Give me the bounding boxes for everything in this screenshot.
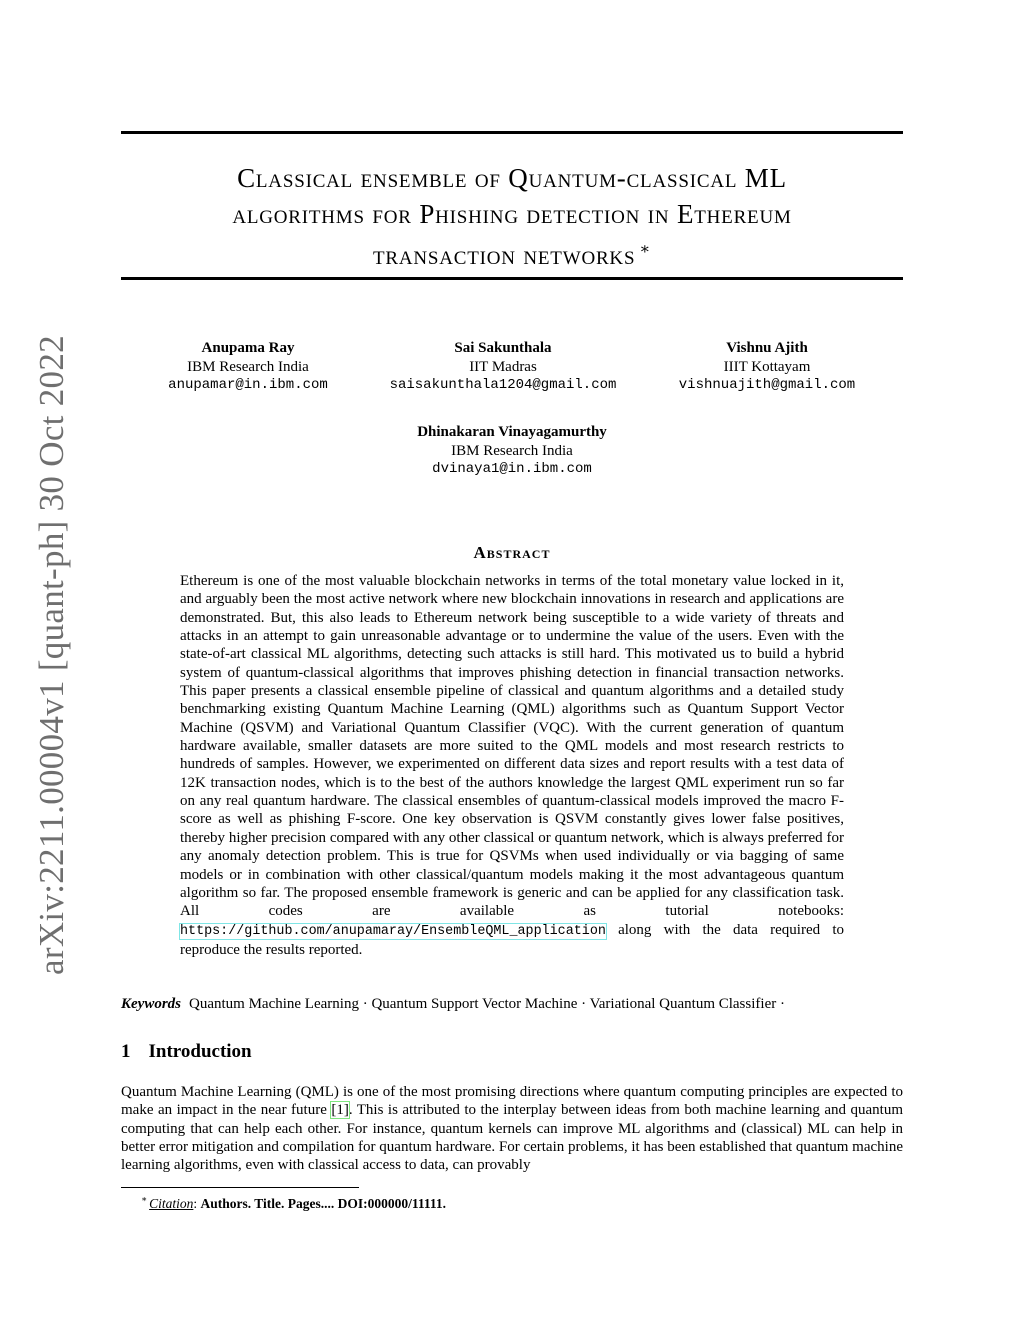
- github-link[interactable]: https://github.com/anupamaray/EnsembleQML_application: [180, 923, 606, 939]
- arxiv-identifier-stamp: arXiv:2211.00004v1 [quant-ph] 30 Oct 2022: [32, 335, 71, 975]
- author-name: Sai Sakunthala: [454, 340, 552, 356]
- keywords-label: Keywords: [121, 996, 181, 1012]
- footnote: [141, 1190, 446, 1213]
- footnote-separator: :: [193, 1196, 201, 1211]
- author-block: [662, 339, 872, 395]
- author-email[interactable]: saisakunthala1204@gmail.com: [389, 377, 617, 393]
- section-title: Introduction: [148, 1041, 252, 1062]
- author-block: [387, 423, 637, 479]
- author-block: [378, 339, 628, 395]
- author-affiliation: IBM Research India: [451, 442, 573, 459]
- footnote-marker: ∗: [141, 1194, 148, 1204]
- author-affiliation: IBM Research India: [187, 358, 309, 375]
- footnote-text: Authors. Title. Pages.... DOI:000000/11111.: [200, 1196, 447, 1211]
- author-name: Anupama Ray: [201, 340, 295, 356]
- author-name: Dhinakaran Vinayagamurthy: [417, 424, 607, 440]
- author-email[interactable]: anupamar@in.ibm.com: [168, 377, 328, 393]
- title-footnote-marker[interactable]: ∗: [639, 241, 652, 258]
- abstract-body: [180, 572, 844, 959]
- intro-text-2: . This is attributed to the interplay between ideas from both machine learning and quantum computing that can help each other. For instance, quantum kernels can improve ML algorithms and (classical) ML can help in better error mitigation and compilation for quantum hardware. For certain problems, it has been established that quantum machine learning algorithms, even with classical access to data, can provably: [121, 1102, 903, 1174]
- keywords-list: Quantum Machine Learning · Quantum Support Vector Machine · Variational Quantum Classifier ·: [189, 996, 785, 1012]
- section-number: 1: [121, 1041, 131, 1062]
- author-affiliation: IIT Madras: [469, 358, 537, 375]
- paper-title: [121, 160, 903, 273]
- title-top-rule: [121, 131, 903, 134]
- author-email[interactable]: dvinaya1@in.ibm.com: [432, 461, 592, 477]
- author-affiliation: IIIT Kottayam: [723, 358, 811, 375]
- footnote-label: Citation: [149, 1196, 194, 1211]
- abstract-heading: Abstract: [473, 543, 551, 562]
- title-line-3: [121, 232, 903, 273]
- intro-text-1: Quantum Machine Learning (QML) is one of the most promising directions where quantum computing principles are expected to make an impact in the near future: [121, 1084, 903, 1119]
- introduction-paragraph: [121, 1083, 903, 1175]
- title-line-2: algorithms for Phishing detection in Ethereum: [232, 199, 792, 229]
- title-bottom-rule: [121, 277, 903, 280]
- author-email[interactable]: vishnuajith@gmail.com: [678, 377, 856, 393]
- section-heading-introduction: [121, 1041, 252, 1063]
- author-block: [148, 339, 348, 395]
- abstract-text: Ethereum is one of the most valuable blockchain networks in terms of the total monetary value locked in it, and arguably been the most active network where new blockchain innovations in research and applications are demonstrated. But, this also leads to Ethereum network being susceptible to a wide variety of threats and attacks in an attempt to gain unreasonable advantage or to undermine the value of the users. Even with the state-of-art classical ML algorithms, detecting such attacks is still hard. This motivated us to build a hybrid system of quantum-classical algorithms that improves phishing detection in financial transaction networks. This paper presents a classical ensemble pipeline of classical and quantum algorithms and a detailed study benchmarking existing Quantum Machine Learning (QML) algorithms such as Quantum Support Vector Machine (QSVM) and Variational Quantum Classifier (VQC). With the current generation of quantum hardware available, smaller datasets are more suited to the QML models and most research restricts to hundreds of samples. However, we experimented on different data sizes and report results with a test data of 12K transaction nodes, which is to the best of the authors knowledge the largest QML experiment run so far on any real quantum hardware. The classical ensembles of quantum-classical models improved the macro F-score as well as phishing F-score. One key observation is QSVM constantly gives lower false positives, thereby higher precision compared with any other classical or quantum network, which is always preferred for any anomaly detection problem. This is true for QSVMs when used individually or via bagging of same models or in combination with other classical/quantum models making it the most advantageous quantum algorithm so far. The proposed ensemble framework is generic and can be applied for any classification task. All codes are available as tutorial notebooks:: [180, 573, 844, 920]
- title-line-1: Classical ensemble of Quantum-classical ML: [237, 163, 787, 193]
- title-line-3-text: transaction networks: [372, 240, 636, 270]
- citation-link[interactable]: [1]: [331, 1102, 349, 1119]
- footnote-rule: [121, 1187, 359, 1188]
- author-name: Vishnu Ajith: [726, 340, 808, 356]
- abstract-text-end: along with the data required to reproduce the results reported.: [180, 921, 844, 958]
- keywords-line: [121, 995, 903, 1014]
